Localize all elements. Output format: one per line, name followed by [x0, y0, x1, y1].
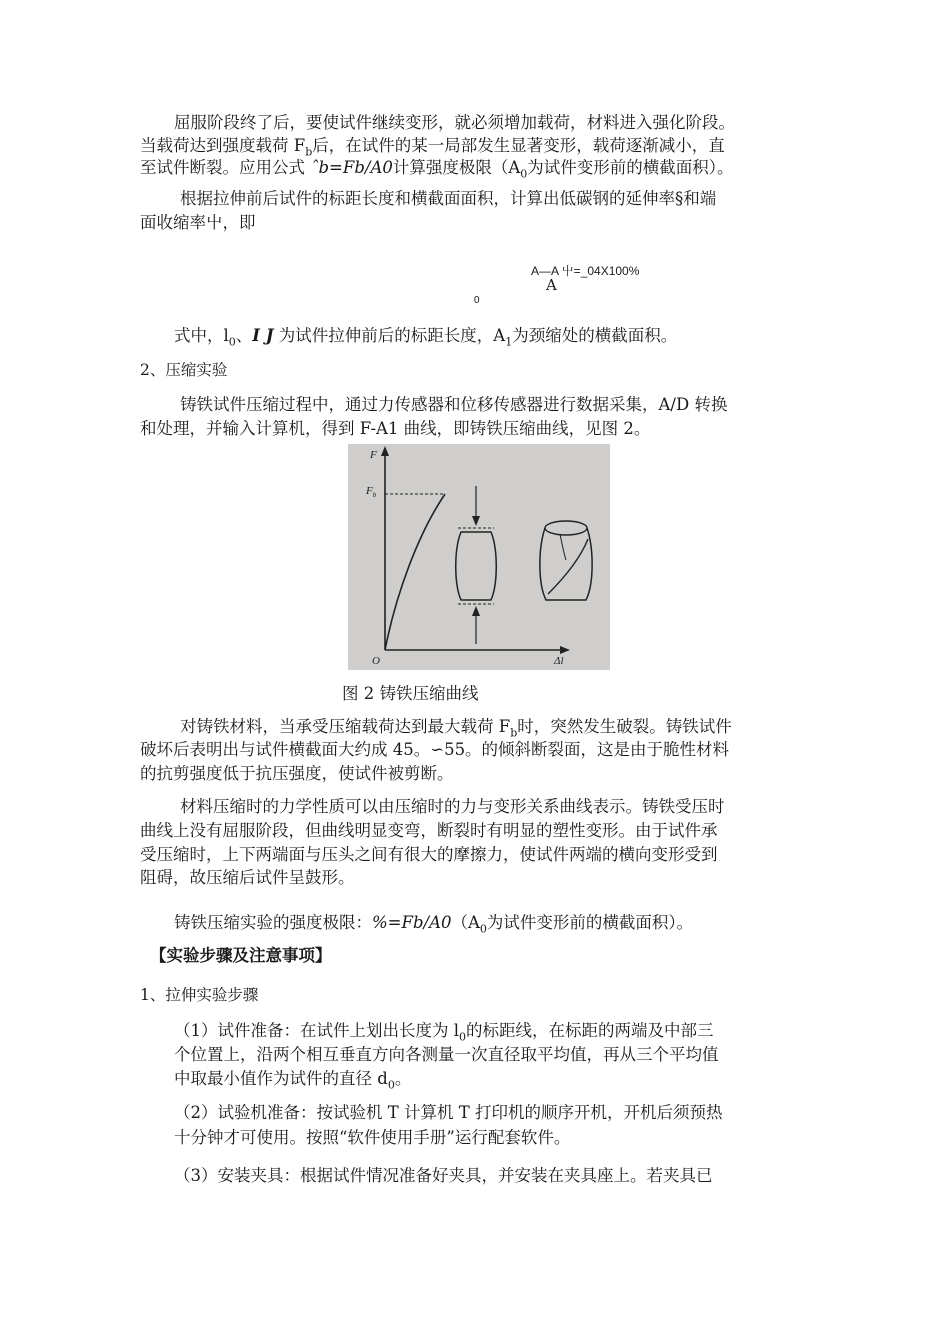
paragraph-line: 的抗剪强度低于抗压强度，使试件被剪断。 — [140, 764, 454, 783]
paragraph-line: 铸铁试件压缩过程中，通过力传感器和位移传感器进行数据采集，A/D 转换 — [180, 395, 728, 414]
fractured-specimen — [540, 528, 592, 600]
paragraph-line: 对铸铁材料，当承受压缩载荷达到最大载荷 $F_b$时，突然发生破裂。铸铁试件 — [180, 717, 732, 740]
down-arrow-icon — [472, 516, 480, 526]
paragraph-line: 当载荷达到强度载荷 $F_b$后，在试件的某一局部发生显著变形，载荷逐渐减小，直 — [140, 136, 725, 159]
paragraph-line: 阻碍，故压缩后试件呈鼓形。 — [140, 868, 355, 887]
paragraph-line: 曲线上没有屈服阶段，但曲线明显变弯，断裂时有明显的塑性变形。由于试件承 — [140, 821, 718, 840]
axis-label-f: F — [370, 449, 377, 461]
section-heading: 【实验步骤及注意事项】 — [150, 946, 332, 965]
figure-caption: 图 2 铸铁压缩曲线 — [342, 684, 479, 703]
up-arrow-icon — [472, 606, 480, 616]
paragraph-line: 铸铁压缩实验的强度极限：$\%=Fb/A0(A_0$为试件变形前的横截面积）。 — [174, 913, 694, 936]
x-axis-arrow-icon — [560, 646, 570, 654]
paragraph-line: 式中，$l_0$、I J 为试件拉伸前后的标距长度，$A_1$为颈缩处的横截面积。 — [174, 326, 678, 349]
paragraph-line: 根据拉伸前后试件的标距长度和横截面面积，计算出低碳钢的延伸率§和端 — [180, 189, 717, 208]
paragraph-line: 材料压缩时的力学性质可以由压缩时的力与变形关系曲线表示。铸铁受压时 — [180, 797, 725, 816]
paragraph-line: 屈服阶段终了后，要使试件继续变形，就必须增加载荷，材料进入强化阶段。 — [174, 113, 735, 132]
y-axis-arrow-icon — [381, 446, 389, 456]
formula-denominator: A — [546, 276, 557, 294]
formula-subscript: 0 — [474, 295, 480, 306]
formula-line: A—A 屮=_04X100% — [531, 264, 640, 278]
origin-label: O — [372, 655, 380, 667]
section-heading: 1、拉伸实验步骤 — [140, 986, 259, 1004]
compression-curve — [385, 494, 445, 650]
paragraph-line: 和处理，并输入计算机，得到 F-A1 曲线，即铸铁压缩曲线，见图 2。 — [140, 419, 651, 438]
formula: ˆb=Fb/A0 — [310, 158, 393, 177]
paragraph-line: 面收缩率屮，即 — [140, 213, 256, 232]
step-line: 个位置上，沿两个相互垂直方向各测量一次直径取平均值，再从三个平均值 — [174, 1045, 719, 1064]
axis-label-dl: Δl — [554, 655, 564, 667]
step-line: （2）试验机准备：按试验机 T 计算机 T 打印机的顺序开机，开机后须预热 — [174, 1103, 723, 1122]
step-line: （1）试件准备：在试件上划出长度为 $l_0$的标距线，在标距的两端及中部三 — [174, 1021, 714, 1044]
barrel-specimen — [456, 532, 497, 600]
section-heading: 2、压缩实验 — [140, 361, 228, 379]
compression-curve-figure — [348, 444, 610, 670]
axis-label-fb: $F_b$ — [366, 485, 377, 499]
step-line: 十分钟才可使用。按照“软件使用手册”运行配套软件。 — [174, 1128, 571, 1147]
paragraph-line: 破坏后表明出与试件横截面大约成 45。∽55。的倾斜断裂面，这是由于脆性材料 — [140, 740, 730, 759]
paragraph-line: 受压缩时，上下两端面与压头之间有很大的摩擦力，使试件两端的横向变形受到 — [140, 845, 718, 864]
step-line: （3）安装夹具：根据试件情况准备好夹具，并安装在夹具座上。若夹具已 — [174, 1166, 713, 1185]
paragraph-line: 至试件断裂。应用公式 ˆb=Fb/A0计算强度极限（$A_0$为试件变形前的横截面积）。 — [140, 158, 734, 181]
step-line: 中取最小值作为试件的直径 $d_0$。 — [174, 1069, 412, 1092]
formula: %=Fb/A0 — [372, 913, 452, 932]
